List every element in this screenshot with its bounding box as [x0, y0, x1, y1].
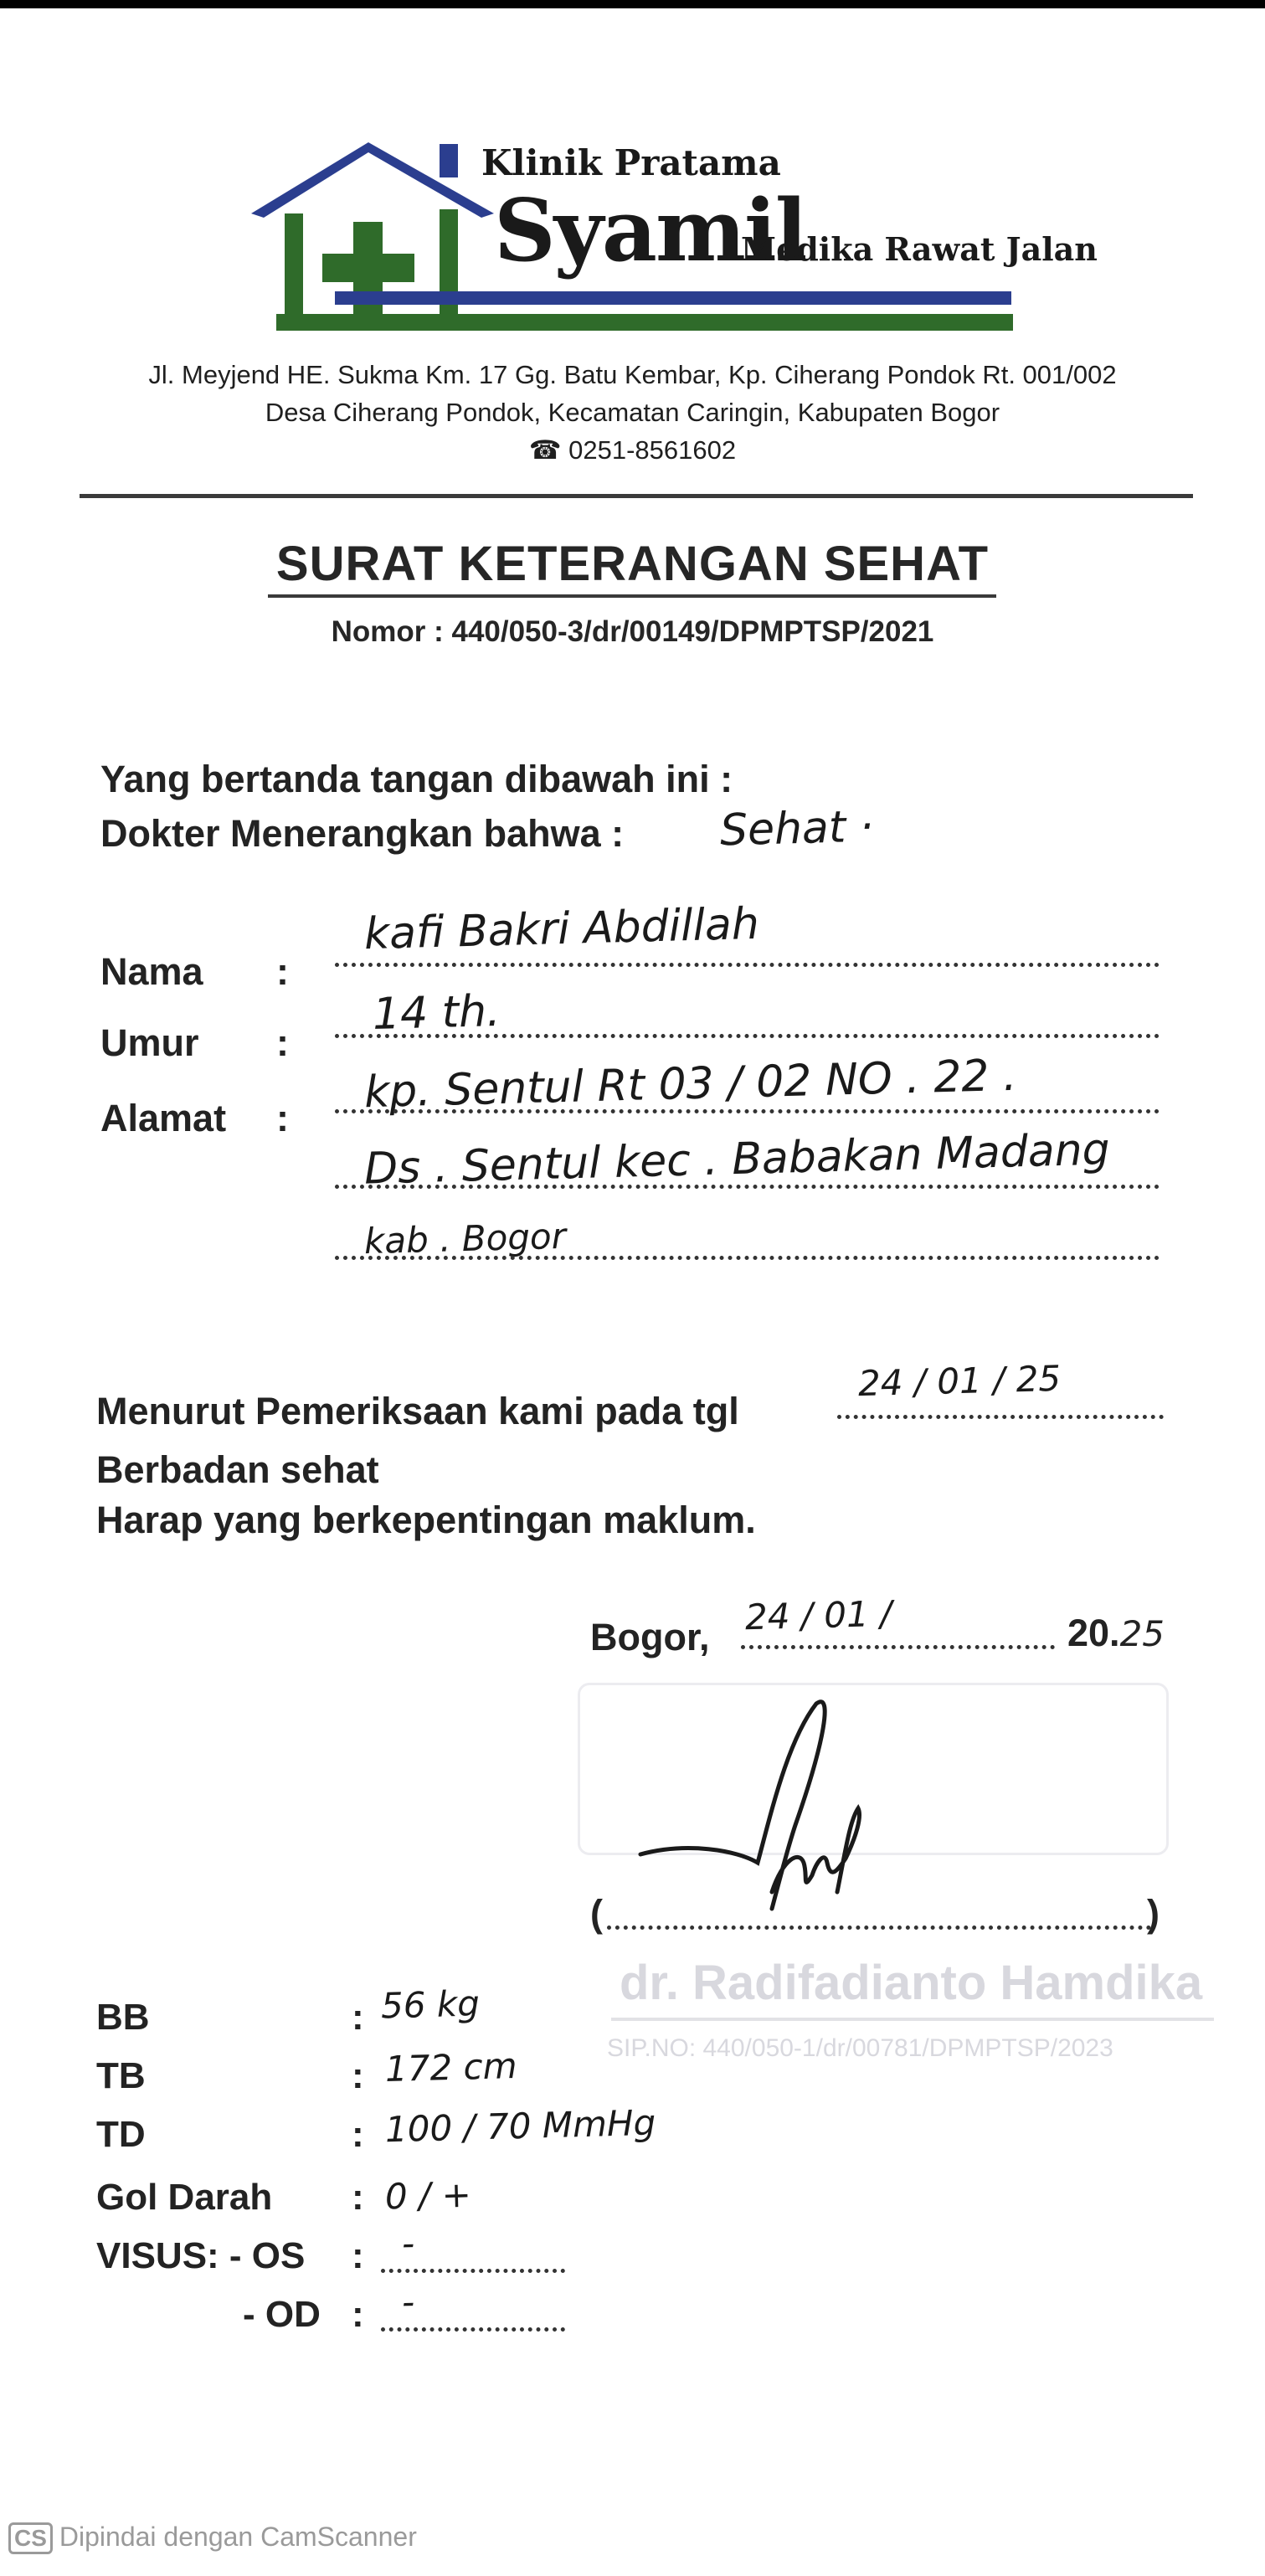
- td-colon: :: [352, 2114, 364, 2155]
- phone-number: 0251-8561602: [568, 435, 737, 465]
- stamp-name: dr. Radifadianto Hamdika: [620, 1956, 1203, 2010]
- address-value-3: kab . Bogor: [363, 1215, 567, 1262]
- td-value: 100 / 70 MmHg: [384, 2101, 656, 2151]
- address-value-2: Ds . Sentul kec . Babakan Madang: [363, 1124, 1111, 1195]
- phone-icon: ☎: [528, 435, 562, 465]
- clinic-name: Syamil: [494, 181, 806, 281]
- address-dotted-line-2: [335, 1185, 1160, 1189]
- gol-label: Gol Darah: [96, 2177, 273, 2218]
- name-colon: :: [276, 950, 289, 993]
- tb-colon: :: [352, 2055, 364, 2096]
- phone-line: [0, 435, 1265, 465]
- visus-od-colon: :: [352, 2294, 364, 2335]
- stamp-underline: [611, 2018, 1214, 2021]
- header-divider: [80, 494, 1193, 498]
- title-underline: [268, 594, 996, 598]
- camscanner-text: Dipindai dengan CamScanner: [59, 2522, 417, 2552]
- clinic-tagline: Medika Rawat Jalan: [741, 230, 1098, 268]
- signature-close-paren: ): [1147, 1892, 1160, 1935]
- place-label: Bogor,: [590, 1616, 710, 1658]
- address-dotted-line-3: [335, 1256, 1160, 1260]
- address-line-1: Jl. Meyjend HE. Sukma Km. 17 Gg. Batu Kembar, Kp. Ciherang Pondok Rt. 001/002: [148, 360, 1117, 389]
- sign-year-suffix: 25: [1119, 1613, 1165, 1654]
- stamp-sip: SIP.NO: 440/050-1/dr/00781/DPMPTSP/2023: [607, 2034, 1113, 2062]
- address-value-1: kp. Sentul Rt 03 / 02 NO . 22 .: [363, 1050, 1018, 1118]
- tb-value: 172 cm: [384, 2044, 518, 2090]
- intro-line-1: Yang bertanda tangan dibawah ini :: [100, 758, 733, 800]
- bb-value: 56 kg: [380, 1982, 481, 2027]
- intro-line-2: Dokter Menerangkan bahwa :: [100, 812, 625, 855]
- document-number: Nomor : 440/050-3/dr/00149/DPMPTSP/2021: [331, 615, 934, 648]
- age-colon: :: [276, 1021, 289, 1064]
- sign-year-prefix: 20.: [1067, 1612, 1120, 1654]
- signature-open-paren: (: [590, 1892, 603, 1935]
- clinic-prefix: Klinik Pratama: [481, 142, 781, 183]
- age-dotted-line: [335, 1034, 1160, 1038]
- visus-os-dotted-line: [381, 2269, 565, 2273]
- gol-value: 0 / +: [384, 2173, 472, 2218]
- healthy-text: Berbadan sehat: [96, 1448, 379, 1491]
- visus-os-value: -: [401, 2222, 415, 2265]
- address-label: Alamat: [100, 1097, 227, 1139]
- bb-label: BB: [96, 1997, 150, 2038]
- bb-colon: :: [352, 1997, 364, 2038]
- signature-dotted-line: [607, 1926, 1151, 1930]
- td-label: TD: [96, 2114, 146, 2155]
- visus-od-label: - OD: [243, 2294, 321, 2335]
- document-title: SURAT KETERANGAN SEHAT: [275, 537, 990, 591]
- visus-od-dotted-line: [381, 2327, 565, 2332]
- visus-os-colon: :: [352, 2235, 364, 2276]
- address-dotted-line-1: [335, 1109, 1160, 1113]
- visus-od-value: -: [401, 2280, 415, 2323]
- sign-date: 24 / 01 /: [744, 1592, 892, 1638]
- exam-date-dotted-line: [837, 1415, 1164, 1419]
- age-value: 14 th.: [372, 986, 501, 1040]
- name-label: Nama: [100, 950, 203, 993]
- sign-date-dotted-line: [741, 1645, 1055, 1649]
- closing-text: Harap yang berkepentingan maklum.: [96, 1499, 756, 1541]
- name-value: kafi Bakri Abdillah: [363, 898, 760, 960]
- signature-icon: [636, 1691, 887, 1926]
- tb-label: TB: [96, 2055, 146, 2096]
- address-line-2: Desa Ciherang Pondok, Kecamatan Caringin, Kabupaten Bogor: [265, 398, 1000, 427]
- age-label: Umur: [100, 1021, 199, 1064]
- sign-year: [1067, 1612, 1165, 1655]
- scan-top-edge: [0, 0, 1265, 8]
- address-colon: :: [276, 1097, 289, 1139]
- exam-text: Menurut Pemeriksaan kami pada tgl: [96, 1390, 739, 1432]
- camscanner-footer: [8, 2522, 417, 2554]
- camscanner-icon: CS: [8, 2522, 53, 2554]
- statement-value: Sehat ·: [719, 801, 875, 856]
- exam-date: 24 / 01 / 25: [857, 1357, 1062, 1405]
- gol-colon: :: [352, 2177, 364, 2218]
- name-dotted-line: [335, 963, 1160, 967]
- visus-os-label: VISUS: - OS: [96, 2235, 306, 2276]
